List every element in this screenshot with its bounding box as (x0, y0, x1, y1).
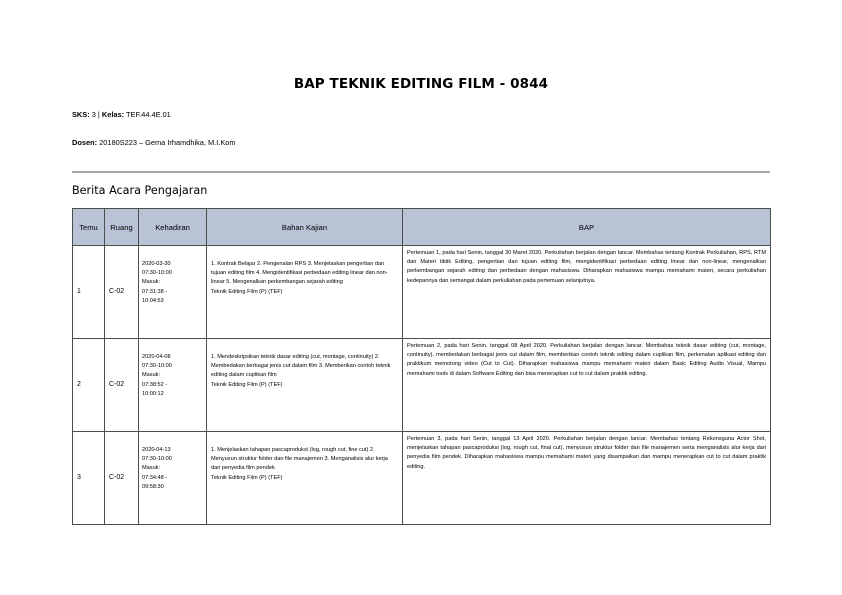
section-title: Berita Acara Pengajaran (72, 184, 208, 197)
cell-bap: Pertemuan 1, pada hari Senin, tanggal 30 Maret 2020. Perkuliahan berjalan dengan lancar. Membahas tentang Kontrak Perkuliahan, RPS, RTM dan Materi tiktik Editing, pengertian dan tujuan editing film, mengidentifikasi perbedaan editing linear dan non-linear, mengenalkan perkembangan sejarah editing dan perbedaan dengan mahasiswa. Diharapkan mahasiswa mampu memahami materi, secara perkuliahan kedepannya dan semangat dalam perkuliahan pada pertemuan selanjutnya. (403, 246, 771, 339)
cell-temu: 3 (73, 432, 105, 525)
course-info (72, 110, 171, 119)
cell-ruang: C-02 (105, 246, 139, 339)
separator: | (97, 110, 100, 119)
cell-bahan-kajian: 1. Kontrak Belajar 2. Pengenalan RPS 3. Menjelaskan pengertian dan tujuan editing film 4. Mengidentifikasi perbedaan editing linear dan non-linear 5. Mengenalkan perkembangan sejarah editing Teknik Editing Film (P) (TEF) (207, 246, 403, 339)
kehadiran-schedule: 07:30-10:00 (142, 363, 172, 370)
cell-bahan-kajian: 1. Mendeskripsikan teknik dasar editing (cut, montage, continuity) 2. Membedakan berbagai jenis cut dalam film 3. Memberikan contoh teknik editing dalam cuplikan film Teknik Editing Film (P) (TEF) (207, 339, 403, 432)
kehadiran-masuk-label: Masuk: (142, 465, 161, 472)
cell-temu: 2 (73, 339, 105, 432)
cell-bap: Pertemuan 2, pada hari Senin, tanggal 08 April 2020. Perkuliahan berjalan dengan lancar. Membahas teknik dasar editing (cut, montage, continuity), membedakan berbagai jenis cut dalam film, memberikan contoh teknik editing dalam cuplikan film, perkenalan aplikasi editing dan praktikum memotong video (Cut to Cut). Diharapkan mahasiswa mampu memahami materi dalam Basic Editing Audio Visual, Mampu memahami tools di dalam Software Editing dan bisa menerapkan cut to cut dalam praktik editing. (403, 339, 771, 432)
kehadiran-in-time: 07:31:38 - (142, 288, 168, 295)
kehadiran-out-time: 10:00:12 (142, 390, 164, 397)
divider (72, 171, 770, 173)
header-kehadiran: Kehadiran (139, 209, 207, 246)
kehadiran-out-time: 10:04:53 (142, 297, 164, 304)
kehadiran-date: 2020-04-08 (142, 354, 171, 360)
kehadiran-date: 2020-04-13 (142, 447, 171, 453)
kehadiran-out-time: 09:58:30 (142, 483, 164, 490)
lecturer-info (72, 138, 236, 147)
kehadiran-schedule: 07:30-10:00 (142, 270, 172, 277)
table-row (73, 246, 771, 339)
header-bap: BAP (403, 209, 771, 246)
dosen-label: Dosen: (72, 138, 98, 147)
sks-label: SKS: (72, 110, 90, 119)
dosen-value: 20180S223 – Gema Irhamdhika, M.I.Kom (99, 138, 236, 147)
cell-ruang: C-02 (105, 432, 139, 525)
table-header-row (73, 209, 771, 246)
document-title: BAP TEKNIK EDITING FILM - 0844 (293, 76, 549, 92)
table-row (73, 432, 771, 525)
cell-kehadiran (139, 339, 207, 432)
cell-bap: Pertemuan 3, pada hari Senin, tanggal 13 April 2020. Perkuliahan berjalan dengan lancar. Membahas tentang Rekonsguna Actor Shot, menjelaskan tahapan pascaproduksi (log, rough cut, final cut), menyusun struktur folder dan file manajemen serta menganalisis alur kerja dari penyedia film pendek. Diharapkan mahasiswa mampu memahami materi yang disampaikan dan mampu menerapkan cut to cut dalam praktik editing. (403, 432, 771, 525)
table-row (73, 339, 771, 432)
header-temu: Temu (73, 209, 105, 246)
kehadiran-masuk-label: Masuk: (142, 372, 161, 379)
kelas-value: TEF.44.4E.01 (126, 110, 171, 119)
kelas-label: Kelas: (101, 110, 125, 119)
kehadiran-in-time: 07:38:52 - (142, 381, 168, 388)
cell-temu: 1 (73, 246, 105, 339)
kehadiran-date: 2020-03-30 (142, 261, 171, 267)
kehadiran-schedule: 07:30-10:00 (142, 456, 172, 463)
header-ruang: Ruang (105, 209, 139, 246)
header-bahan-kajian: Bahan Kajian (207, 209, 403, 246)
cell-ruang: C-02 (105, 339, 139, 432)
kehadiran-masuk-label: Masuk: (142, 279, 161, 286)
sks-value: 3 (91, 110, 96, 119)
cell-bahan-kajian: 1. Menjelaskan tahapan pascaproduksi (log, rough cut, fine cut) 2. Menyusun struktur folder dan file manajemen 3. Menganalisis alur kerja dari penyedia film pendek Teknik Editing Film (P) (TEF) (207, 432, 403, 525)
cell-kehadiran (139, 432, 207, 525)
cell-kehadiran (139, 246, 207, 339)
kehadiran-in-time: 07:34:48 - (142, 474, 168, 481)
bap-table (72, 208, 771, 525)
